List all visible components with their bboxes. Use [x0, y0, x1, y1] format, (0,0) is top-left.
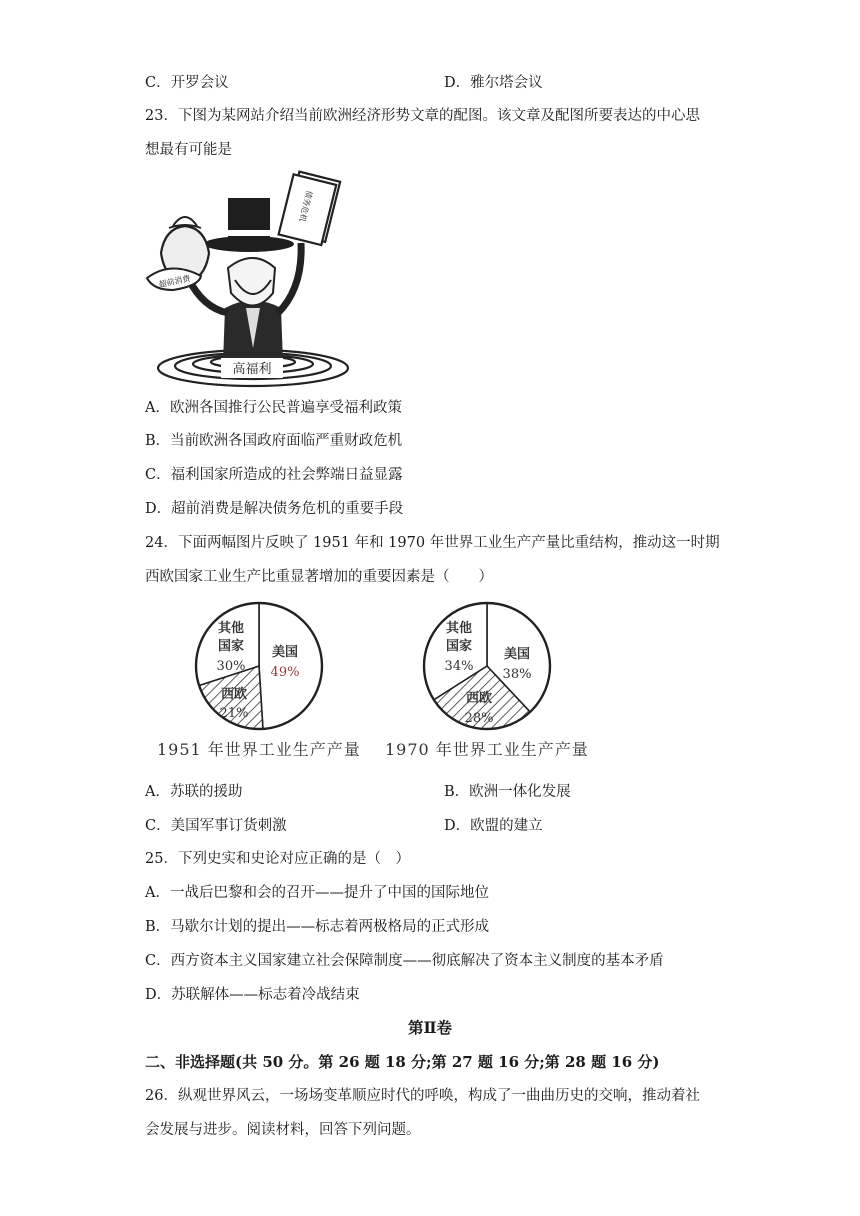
- cartoon-label-overspending: 超前消费: [157, 273, 192, 290]
- q24-option-d: D．欧盟的建立: [444, 818, 543, 834]
- pie1951-value-west-europe: 21%: [219, 706, 249, 721]
- q23-option-d: D．超前消费是解决债务危机的重要手段: [145, 501, 404, 517]
- pie1970-value-west-europe: 28%: [464, 711, 494, 726]
- q26-stem-line1: 26．纵观世界风云，一场场变革顺应时代的呼唤，构成了一曲曲历史的交响，推动着社: [145, 1088, 700, 1104]
- q22-option-c: C．开罗会议: [145, 75, 229, 91]
- pie1970-value-usa: 38%: [502, 667, 532, 682]
- pie1951-label-others-line2: 国家: [217, 639, 245, 654]
- q23-option-c: C．福利国家所造成的社会弊端日益显露: [145, 467, 403, 483]
- pie1970-label-usa: 美国: [503, 647, 531, 662]
- q26-stem-line2: 会发展与进步。阅读材料，回答下列问题。: [145, 1122, 421, 1138]
- cartoon-label-debt-crisis: 债务危机: [297, 189, 314, 223]
- pie1951-value-others: 30%: [216, 659, 246, 674]
- pie1951-value-usa: 49%: [270, 665, 300, 680]
- pie1970-label-others-line2: 国家: [445, 639, 473, 654]
- q23-option-b: B．当前欧洲各国政府面临严重财政危机: [145, 433, 403, 449]
- q24-option-c: C．美国军事订货刺激: [145, 818, 287, 834]
- q24-stem-line1: 24．下面两幅图片反映了 1951 年和 1970 年世界工业生产产量比重结构，推动这一时期: [145, 535, 720, 551]
- q25-option-c: C．西方资本主义国家建立社会保障制度——彻底解决了资本主义制度的基本矛盾: [145, 953, 664, 969]
- pie1970-label-others-line1: 其他: [445, 621, 473, 636]
- pie1951-label-west-europe: 西欧: [220, 687, 248, 702]
- pie1951-label-usa: 美国: [271, 645, 299, 660]
- pie1970-label-west-europe: 西欧: [465, 691, 493, 706]
- q23-stem-line2: 想最有可能是: [145, 142, 232, 158]
- pie1970-caption: 1970 年世界工业生产产量: [385, 740, 589, 759]
- q23-option-a: A．欧洲各国推行公民普遍享受福利政策: [145, 400, 402, 416]
- pie-chart-1970: [421, 600, 553, 732]
- pie1951-label-others-line1: 其他: [217, 621, 245, 636]
- cartoon-label-welfare: 高福利: [232, 362, 272, 377]
- pie1951-caption: 1951 年世界工业生产产量: [157, 740, 361, 759]
- q25-option-a: A．一战后巴黎和会的召开——提升了中国的国际地位: [145, 885, 489, 901]
- pie1970-value-others: 34%: [444, 659, 474, 674]
- q25-option-d: D．苏联解体——标志着冷战结束: [145, 987, 360, 1003]
- q22-option-d: D．雅尔塔会议: [444, 75, 543, 91]
- welfare-cartoon-image: [143, 168, 353, 390]
- part2-title: 第Ⅱ卷: [407, 1018, 453, 1037]
- q25-stem: 25．下列史实和史论对应正确的是（ ）: [145, 851, 410, 867]
- q24-option-b: B．欧洲一体化发展: [444, 784, 571, 800]
- pie-chart-1951: [193, 600, 325, 732]
- q25-option-b: B．马歇尔计划的提出——标志着两极格局的正式形成: [145, 919, 490, 935]
- q24-option-a: A．苏联的援助: [145, 784, 243, 800]
- q24-stem-line2: 西欧国家工业生产比重显著增加的重要因素是（ ）: [145, 569, 493, 585]
- q23-stem-line1: 23．下图为某网站介绍当前欧洲经济形势文章的配图。该文章及配图所要表达的中心思: [145, 108, 700, 124]
- section-2-heading: 二、非选择题(共 50 分。第 26 题 18 分;第 27 题 16 分;第 28 题 16 分): [145, 1053, 660, 1071]
